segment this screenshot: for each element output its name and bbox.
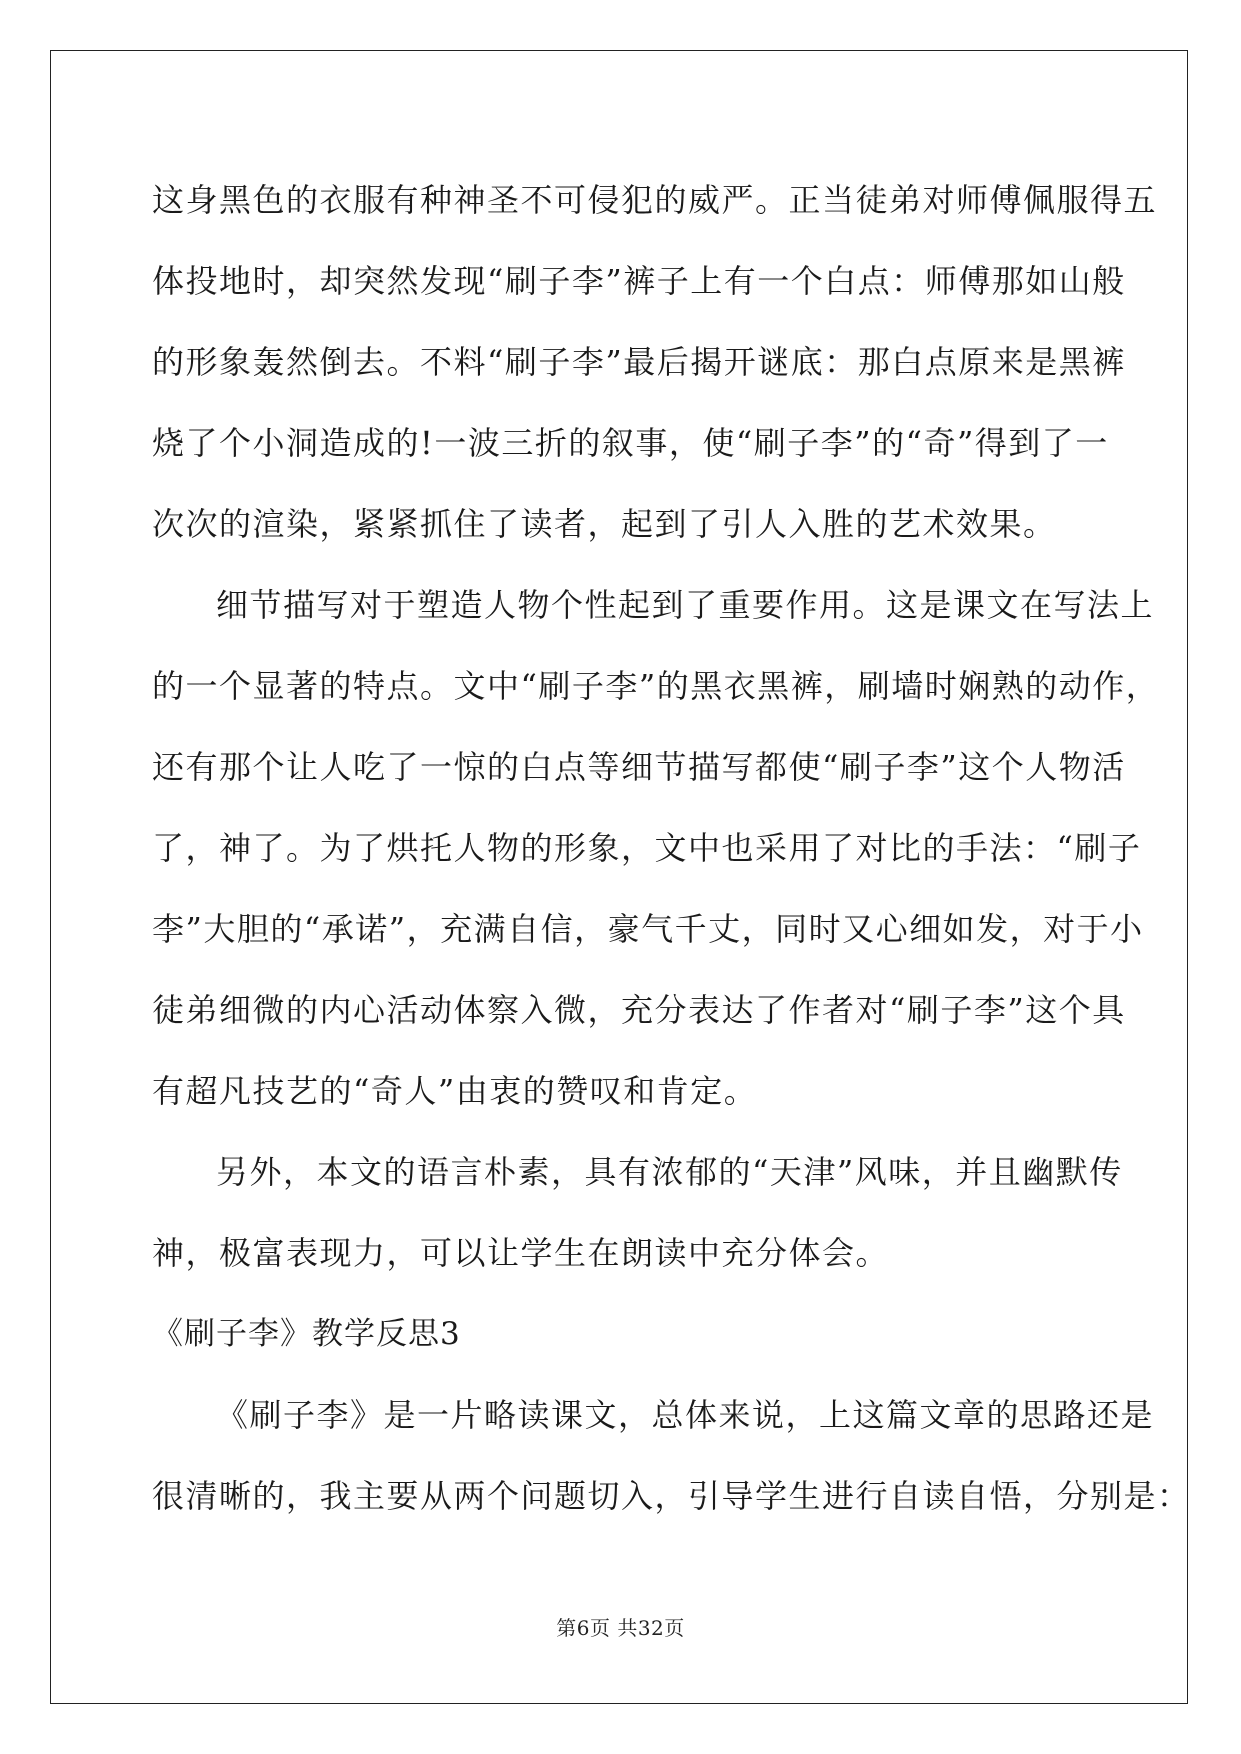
text-line: 很清晰的，我主要从两个问题切入，引导学生进行自读自悟，分别是： <box>152 1477 1191 1515</box>
text-line: 体投地时，却突然发现“刷子李”裤子上有一个白点：师傅那如山般 <box>152 262 1126 300</box>
page-number-footer: 第6页 共32页 <box>556 1616 685 1640</box>
paragraph-4 <box>152 1375 1191 1537</box>
text-line: 徒弟细微的内心活动体察入微，充分表达了作者对“刷子李”这个具 <box>152 991 1126 1029</box>
paragraph-3 <box>152 1132 1123 1294</box>
text-line: 了，神了。为了烘托人物的形象，文中也采用了对比的手法：“刷子 <box>152 829 1142 867</box>
text-line: 《刷子李》是一片略读课文，总体来说，上这篇文章的思路还是 <box>216 1396 1155 1434</box>
section-heading: 《刷子李》教学反思3 <box>152 1316 461 1352</box>
document-body <box>152 160 1191 1537</box>
text-line: 另外，本文的语言朴素，具有浓郁的“天津”风味，并且幽默传 <box>216 1153 1123 1191</box>
text-line: 还有那个让人吃了一惊的白点等细节描写都使“刷子李”这个人物活 <box>152 748 1126 786</box>
paragraph-2 <box>152 565 1160 1132</box>
text-line: 烧了个小洞造成的!一波三折的叙事，使“刷子李”的“奇”得到了一 <box>152 424 1109 462</box>
text-line: 的形象轰然倒去。不料“刷子李”最后揭开谜底：那白点原来是黑裤 <box>152 343 1126 381</box>
text-line: 李”大胆的“承诺”，充满自信，豪气千丈，同时又心细如发，对于小 <box>152 910 1144 948</box>
text-line: 有超凡技艺的“奇人”由衷的赞叹和肯定。 <box>152 1072 758 1110</box>
text-line: 这身黑色的衣服有种神圣不可侵犯的威严。正当徒弟对师傅佩服得五 <box>152 181 1158 219</box>
text-line: 神，极富表现力，可以让学生在朗读中充分体会。 <box>152 1234 890 1272</box>
paragraph-1 <box>152 160 1158 565</box>
text-line: 细节描写对于塑造人物个性起到了重要作用。这是课文在写法上 <box>216 586 1155 624</box>
text-line: 的一个显著的特点。文中“刷子李”的黑衣黑裤，刷墙时娴熟的动作， <box>152 667 1160 705</box>
text-line: 次次的渲染，紧紧抓住了读者，起到了引人入胜的艺术效果。 <box>152 505 1057 543</box>
